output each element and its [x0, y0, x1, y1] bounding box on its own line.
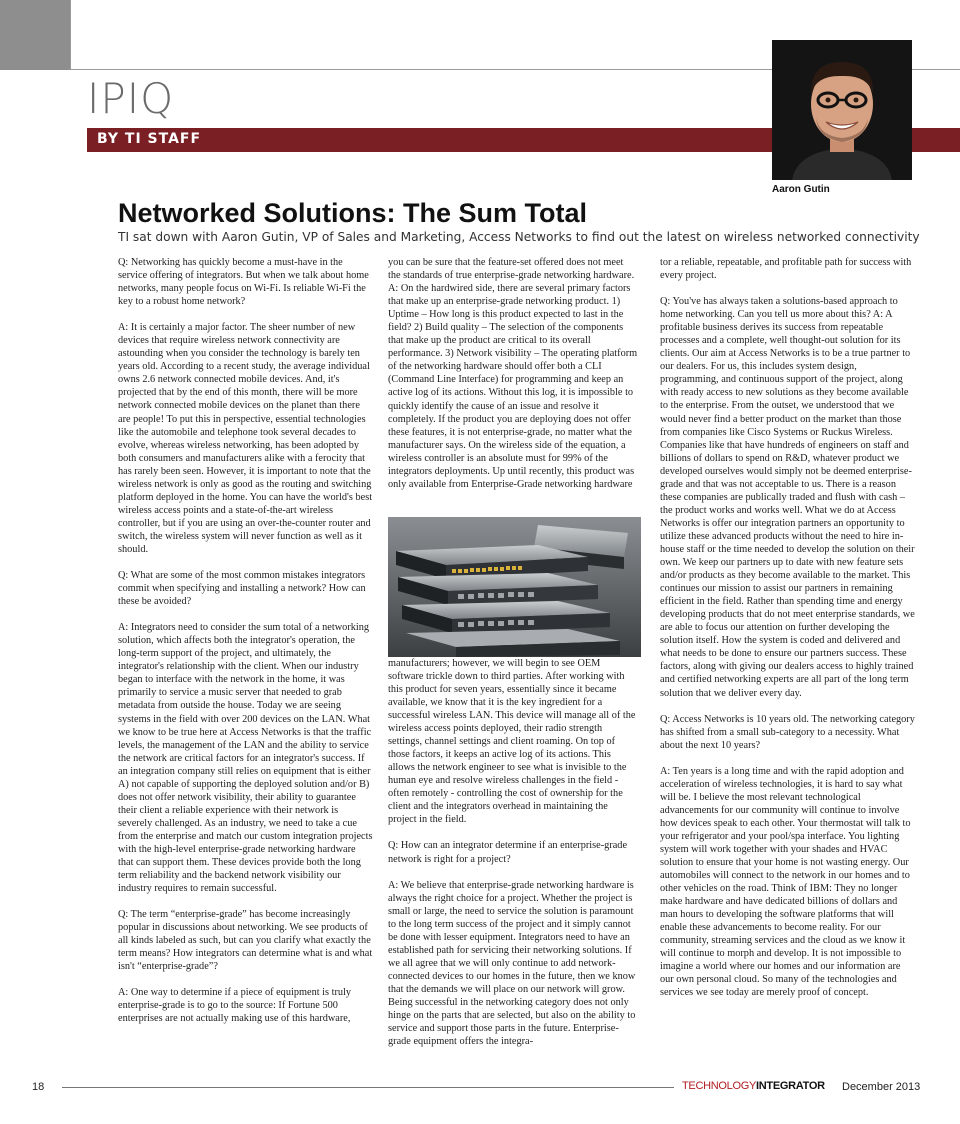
- corner-block: [0, 0, 70, 70]
- issue-date: December 2013: [842, 1081, 921, 1093]
- paragraph: you can be sure that the feature-set offered does not meet the standards of true enterprise-grade networking hardware. A: On the hardwired side, there are several primary factors that make up an enterprise-grade networking product. 1) Uptime – How long is this product expected to last in the field? 2) Build quality – The selection of the components that make up the product are critical to its overall performance. 3) Network visibility – The operating platform of the networking hardware should offer both a CLI (Command Line Interface) for programming and keep an active log of its actions. Without this log, it is impossible to quickly identify the cause of an issue and resolve it completely. If the product you are deploying does not offer these features, it is not enterprise-grade, no matter what the manufacturer says. On the wireless side of the equation, a wireless controller is an absolute must for 99% of the integrators deployments. Up until recently, this product was only available from Enterprise-Grade networking hardware: [388, 257, 638, 490]
- portrait-icon: [772, 40, 912, 180]
- portrait-photo: [772, 40, 912, 180]
- headline: Networked Solutions: The Sum Total: [118, 198, 588, 228]
- paragraph: Q: Networking has quickly become a must-have in the service offering of integrators. But when we talk about home networks, many people focus on Wi-Fi. Is reliable Wi-Fi the key to a robust home network?: [118, 257, 369, 308]
- paragraph: A: One way to determine if a piece of equipment is truly enterprise-grade is to go to the source: If Fortune 500 enterprises are not actually making use of this hardware,: [118, 987, 352, 1025]
- article-column-1: [118, 256, 373, 1039]
- network-switches-photo: [388, 517, 641, 657]
- paragraph: A: It is certainly a major factor. The sheer number of new devices that require wireless network connectivity are astounding when you consider the technology is barely ten years old. According to a recent study, the average individual owns 2.6 network connected mobile devices. And, it's projected that by the end of this month, there will be more network connected mobile devices on the planet than there are people! To put this in perspective, essential technologies like the automobile and telephone took several decades to evolve, whereas wireless networking, has been adopted by both consumers and manufacturers alike with a ferocity that has rarely been seen. However, it is important to note that the wireless network is only as good as the routing and switching platform deployed in the home. You can have the world's best wireless access points and a state-of-the-art wireless controller, but if you are using an over-the-counter router and switch, the wireless system will never function as well as it should.: [118, 322, 373, 555]
- publication-logo: [682, 1080, 825, 1092]
- photo-caption: Aaron Gutin: [772, 184, 830, 195]
- subheadline: TI sat down with Aaron Gutin, VP of Sales and Marketing, Access Networks to find out the latest on wireless networked connectivity: [118, 230, 920, 244]
- paragraph: Q: How can an integrator determine if an enterprise-grade network is right for a project?: [388, 840, 628, 865]
- paragraph: Q: You've has always taken a solutions-based approach to home networking. Can you tell us more about this? A: A profitable business derives its success from repeatable processes and a complete, well thought-out solution for its clients. Our aim at Access Networks is to be a true partner to our dealers. For us, this includes system design, programming, and continuous support of the project, along with ready access to new solutions as they become available to the enterprise. From the outset, we understood that we would never find a better product on the market than those from companies like Cisco Systems or Ruckus Wireless. Companies like that have hundreds of engineers on staff and billions of dollars to spend on R&D, whatever product we developed ourselves would simply not be deemed enterprise-grade and that was not acceptable to us. There is a reason these companies are publically traded and flush with cash – the product works and works well. What we do at Access Networks is offer our integration partners an opportunity to utilize these advanced products without the need to hire in-house staff or the time needed to develop the solution on their own. We keep our partners up to date with new feature sets and/or products as they become available to the market. This continues our mission to assist our partners in remaining efficient in the field. Rather than spending time and energy developing products that do not meet enterprise standards, we are able to focus our attention on further developing the solution itself. How the system is coded and delivered and what needs to be done to ensure our partners success. These factors, along with giving our dealers access to highly trained and certified networking experts are all part of the long term solution that we deliver every day.: [660, 296, 915, 699]
- paragraph: tor a reliable, repeatable, and profitable path for success with every project.: [660, 257, 912, 282]
- publication-name-light: TECHNOLOGY: [682, 1080, 757, 1092]
- publication-name-bold: INTEGRATOR: [756, 1080, 825, 1092]
- paragraph: A: Integrators need to consider the sum total of a networking solution, which affects both the integrator's operation, the long-term support of the project, and ultimately, the integrator's relationship with the client. When our industry began to interface with the network in the home, it was primarily to service a music server that needed to grab metadata from outside the house. Today we are seeing systems in the field with over 200 devices on the LAN. What we know to be true here at Access Networks is that the traffic levels, the management of the LAN and the ability to service the network are critical factors for an integrator's success. If an integration company still relies on equipment that is either A) not capable of supporting the deployed solution and/or B) does not offer network visibility, their ability to guarantee their client a reliable experience with their network is severely challenged. As an industry, we need to take a cue from the enterprise and match our custom integration projects with the high-level enterprise-grade networking hardware that can support them. These devices provide both the long term reliability and the backend network visibility our industry requires to remain successful.: [118, 622, 373, 895]
- paragraph: Q: The term “enterprise-grade” has become increasingly popular in discussions about networking. We see products of all kinds labeled as such, but can you clarify what exactly the term means? How integrators can determine what is and what isn't “enterprise-grade”?: [118, 909, 373, 973]
- section-title: IPIQ: [87, 74, 175, 123]
- page-number: 18: [32, 1081, 45, 1093]
- paragraph: Q: What are some of the most common mistakes integrators commit when specifying and installing a network? How can these be avoided?: [118, 570, 366, 608]
- article-column-3: [660, 256, 915, 1013]
- divider: [70, 0, 71, 70]
- network-switch-icon: [388, 517, 641, 657]
- paragraph: A: Ten years is a long time and with the rapid adoption and acceleration of wireless technologies, it is hard to say what will be. I believe the most relevant technological advancements for our community will continue to involve how devices speak to each other. Your thermostat will talk to your refrigerator and your pool/spa interface. You lighting system will work together with your shades and HVAC solution to ensure that your home is not wasting energy. Our automobiles will connect to the network in our homes and to other vehicles on the road. Think of IBM: They no longer make hardware and have dedicated billions of dollars and man hours to developing the software platforms that will enable these advancements to become reality. For our community, streaming services and the cloud as we know it will continue to morph and develop. It is not impossible to imagine a world where our homes and our information are our own personal cloud. So many of the technologies and services we see today are merely proof of concept.: [660, 765, 911, 999]
- paragraph: A: We believe that enterprise-grade networking hardware is always the right choice for a project. Whether the project is small or large, the need to service the solution is paramount to the long term success of the project and it simply cannot be done with lesser equipment. Integrators need to have an established path for servicing their networking solutions. If we all agree that we will only continue to add network-connected devices to our homes in the future, then we know that the demands we will place on our network will grow. Being successful in the networking category does not only hinge on the parts that are selected, but also on the ability to service and support those parts in the future. Enterprise-grade equipment offers the integra-: [388, 879, 636, 1048]
- divider: [62, 1087, 674, 1088]
- paragraph: manufacturers; however, we will begin to see OEM software trickle down to third parties. After working with this product for seven years, essentially since it became available, we know that it is the key ingredient for a successful wireless LAN. This device will manage all of the wireless access points deployed, their radio strength settings, channel settings and client roaming. On top of those factors, it keeps an active log of its actions. This allows the network engineer to see what is invisible to the human eye and resolve wireless challenges in the field -often remotely - controlling the cost of ownership for the client and the integrators overhead in maintaining the project in the field.: [388, 657, 636, 826]
- article-column-2: [388, 256, 638, 1061]
- paragraph: Q: Access Networks is 10 years old. The networking category has shifted from a small sub-category to a necessity. What about the next 10 years?: [660, 713, 915, 751]
- byline: BY TI STAFF: [97, 131, 202, 147]
